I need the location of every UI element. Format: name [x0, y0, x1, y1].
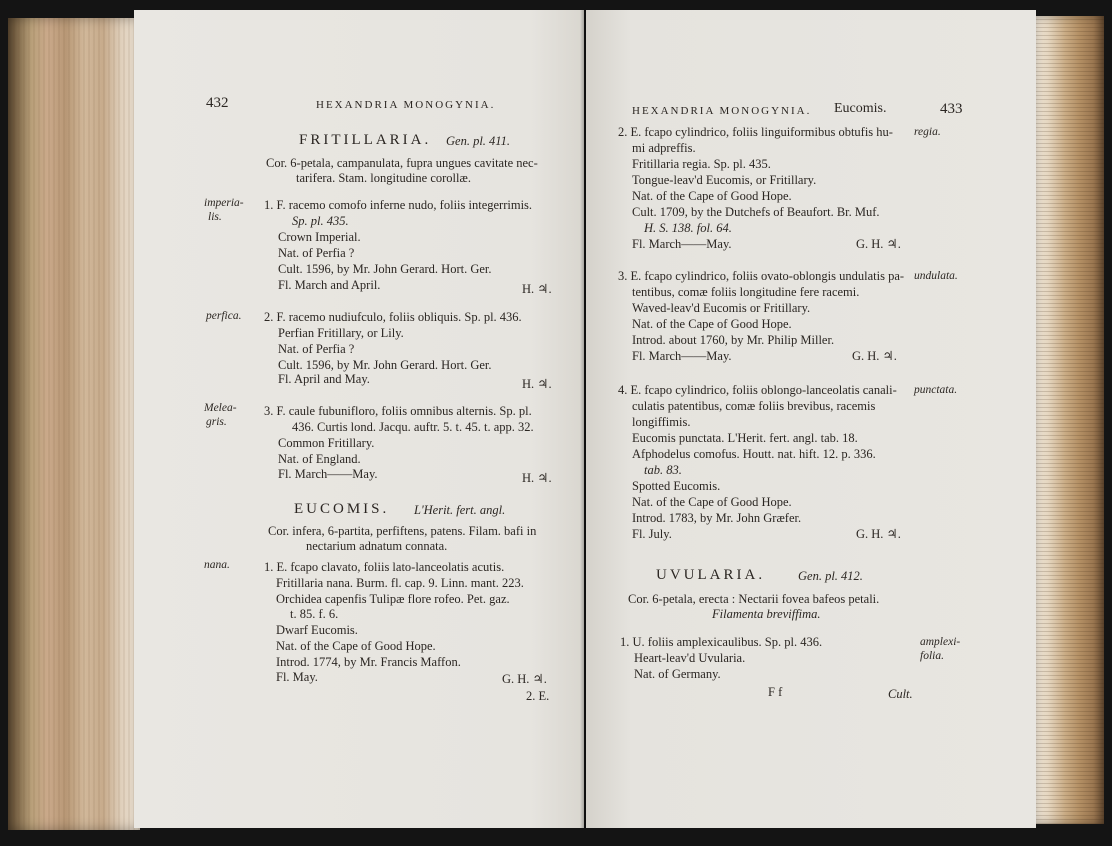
species-epithet: punctata.: [914, 384, 958, 396]
page-edges-right: [1034, 16, 1104, 824]
genus-description: tarifera. Stam. longitudine corollæ.: [296, 171, 471, 185]
species-entry-text: Fl. March and April.: [278, 278, 381, 292]
species-entry-text: mi adpreffis.: [632, 141, 696, 155]
species-entry-text: Sp. pl. 435.: [292, 214, 349, 228]
catchword: Cult.: [888, 687, 913, 701]
genus-description: Cor. 6-petala, erecta : Nectarii fovea bafeos petali.: [628, 592, 880, 606]
species-entry-text: 1. U. foliis amplexicaulibus. Sp. pl. 436.: [620, 635, 823, 649]
page-edges-left: [8, 18, 140, 830]
page-number: 432: [206, 95, 229, 111]
species-entry-text: tab. 83.: [644, 463, 682, 477]
species-entry-text: Fl. April and May.: [278, 372, 370, 386]
species-entry-text: Tongue-leav'd Eucomis, or Fritillary.: [632, 173, 817, 187]
species-entry-text: longiffimis.: [632, 415, 691, 429]
species-entry-text: Nat. of England.: [278, 452, 361, 466]
species-epithet: folia.: [920, 650, 944, 662]
genus-reference: L'Herit. fert. angl.: [414, 503, 506, 517]
species-entry-text: Waved-leav'd Eucomis or Fritillary.: [632, 301, 811, 315]
species-entry-text: tentibus, comæ foliis longitudine fere racemi.: [632, 285, 860, 299]
species-epithet: lis.: [208, 211, 222, 223]
species-entry-text: Fl. May.: [276, 670, 318, 684]
species-entry-text: Fritillaria regia. Sp. pl. 435.: [632, 157, 771, 171]
species-epithet: imperia-: [204, 197, 244, 209]
species-entry-text: Fl. March——May.: [278, 467, 378, 481]
species-entry-text: 1. E. fcapo clavato, foliis lato-lanceolatis acutis.: [264, 560, 505, 574]
species-entry-text: 3. E. fcapo cylindrico, foliis ovato-oblongis undulatis pa-: [618, 269, 905, 283]
genus-description: nectarium adnatum connata.: [306, 539, 448, 553]
foxing-texture: [1034, 16, 1104, 824]
genus-description: Cor. infera, 6-partita, perfiftens, patens. Filam. bafi in: [268, 524, 537, 538]
genus-title: UVULARIA.: [656, 567, 766, 583]
open-book: [8, 10, 1104, 838]
species-entry-text: culatis patentibus, comæ foliis brevibus, racemis: [632, 399, 876, 413]
species-entry-text: Introd. 1783, by Mr. John Græfer.: [632, 511, 802, 525]
habitat-symbol: G. H. ♃.: [852, 349, 897, 363]
species-entry-text: Fl. March——May.: [632, 349, 732, 363]
species-entry-text: Cult. 1596, by Mr. John Gerard. Hort. Ger.: [278, 262, 492, 276]
habitat-symbol: G. H. ♃.: [856, 237, 901, 251]
species-entry-text: Nat. of Perfia ?: [278, 246, 355, 260]
species-entry-text: Nat. of the Cape of Good Hope.: [632, 189, 792, 203]
species-entry-text: Nat. of the Cape of Good Hope.: [632, 317, 792, 331]
species-entry-text: Nat. of Perfia ?: [278, 342, 355, 356]
catchword: 2. E.: [526, 689, 550, 703]
species-entry-text: H. S. 138. fol. 64.: [644, 221, 732, 235]
species-entry-text: Cult. 1596, by Mr. John Gerard. Hort. Ger.: [278, 358, 492, 372]
left-page: [134, 10, 584, 828]
species-entry-text: Spotted Eucomis.: [632, 479, 721, 493]
species-epithet: gris.: [206, 416, 227, 428]
species-epithet: perfica.: [206, 310, 242, 322]
species-entry-text: Dwarf Eucomis.: [276, 623, 358, 637]
species-entry-text: Heart-leav'd Uvularia.: [634, 651, 746, 665]
signature-mark: F f: [768, 685, 783, 699]
running-head: HEXANDRIA MONOGYNIA.: [316, 99, 496, 111]
running-head: HEXANDRIA MONOGYNIA.: [632, 105, 812, 117]
genus-title: EUCOMIS.: [294, 501, 390, 517]
species-entry-text: 2. E. fcapo cylindrico, foliis linguiformibus obtufis hu-: [618, 125, 893, 139]
species-entry-text: Introd. 1774, by Mr. Francis Maffon.: [276, 655, 461, 669]
species-entry-text: 2. F. racemo nudiufculo, foliis obliquis. Sp. pl. 436.: [264, 310, 522, 324]
species-entry-text: 436. Curtis lond. Jacqu. auftr. 5. t. 45. t. app. 32.: [292, 420, 534, 434]
habitat-symbol: H. ♃.: [522, 282, 552, 296]
species-entry-text: Fl. July.: [632, 527, 672, 541]
species-epithet: undulata.: [914, 270, 958, 282]
species-entry-text: Introd. about 1760, by Mr. Philip Miller.: [632, 333, 835, 347]
species-epithet: nana.: [204, 559, 230, 571]
species-entry-text: Afphodelus comofus. Houtt. nat. hift. 12. p. 336.: [632, 447, 876, 461]
species-entry-text: Perfian Fritillary, or Lily.: [278, 326, 404, 340]
species-entry-text: Fl. March——May.: [632, 237, 732, 251]
habitat-symbol: H. ♃.: [522, 377, 552, 391]
species-entry-text: Fritillaria nana. Burm. fl. cap. 9. Linn. mant. 223.: [276, 576, 524, 590]
species-entry-text: Eucomis punctata. L'Herit. fert. angl. tab. 18.: [632, 431, 858, 445]
species-entry-text: 4. E. fcapo cylindrico, foliis oblongo-lanceolatis canali-: [618, 383, 897, 397]
genus-reference: Gen. pl. 411.: [446, 134, 510, 148]
species-entry-text: Crown Imperial.: [278, 230, 361, 244]
habitat-symbol: H. ♃.: [522, 471, 552, 485]
genus-reference: Gen. pl. 412.: [798, 569, 863, 583]
genus-title: FRITILLARIA.: [299, 132, 432, 148]
species-entry-text: Cult. 1709, by the Dutchefs of Beaufort. Br. Muf.: [632, 205, 880, 219]
species-epithet: amplexi-: [920, 636, 961, 648]
species-epithet: Melea-: [204, 402, 237, 414]
species-entry-text: 3. F. caule fubunifloro, foliis omnibus alternis. Sp. pl.: [264, 404, 532, 418]
species-entry-text: Nat. of Germany.: [634, 667, 721, 681]
page-number: 433: [940, 101, 963, 117]
species-epithet: regia.: [914, 126, 941, 138]
running-genus: Eucomis.: [834, 101, 887, 116]
species-entry-text: 1. F. racemo comofo inferne nudo, foliis integerrimis.: [264, 198, 533, 212]
foxing-texture: [8, 18, 140, 830]
species-entry-text: Common Fritillary.: [278, 436, 375, 450]
species-entry-text: Nat. of the Cape of Good Hope.: [632, 495, 792, 509]
habitat-symbol: G. H. ♃.: [502, 672, 547, 686]
species-entry-text: Nat. of the Cape of Good Hope.: [276, 639, 436, 653]
genus-description: Cor. 6-petala, campanulata, fupra ungues cavitate nec-: [266, 156, 538, 170]
habitat-symbol: G. H. ♃.: [856, 527, 901, 541]
right-page: [586, 10, 1036, 828]
species-entry-text: Orchidea capenfis Tulipæ flore rofeo. Pet. gaz.: [276, 592, 510, 606]
species-entry-text: t. 85. f. 6.: [290, 607, 339, 621]
genus-description: Filamenta breviffima.: [712, 607, 821, 621]
